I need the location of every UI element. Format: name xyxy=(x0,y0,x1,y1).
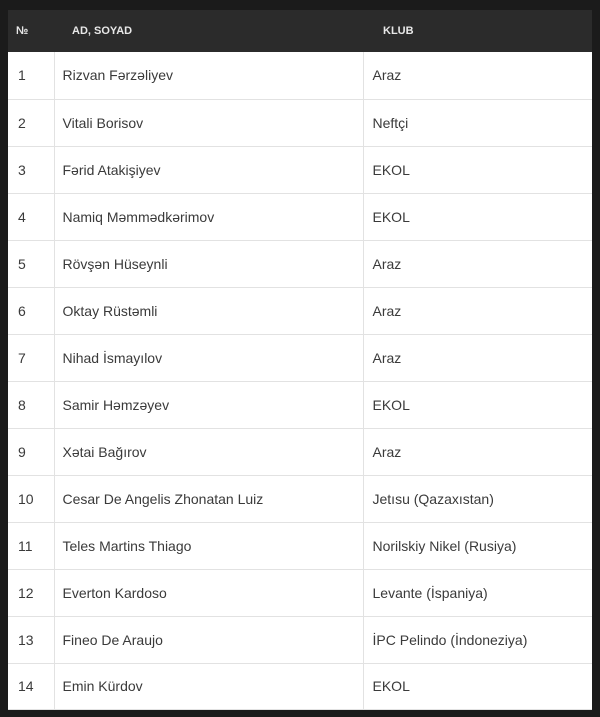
player-club: Araz xyxy=(363,52,592,99)
table-row xyxy=(8,522,592,569)
header-name: AD, SOYAD xyxy=(72,25,133,37)
player-name: Everton Kardoso xyxy=(54,569,363,616)
table-body xyxy=(8,52,592,709)
player-number: 9 xyxy=(8,428,54,475)
player-club: İPC Pelindo (İndoneziya) xyxy=(363,616,592,663)
player-name: Xətai Bağırov xyxy=(54,428,363,475)
table-row xyxy=(8,616,592,663)
table-row xyxy=(8,193,592,240)
player-name: Vitali Borisov xyxy=(54,99,363,146)
table-row xyxy=(8,475,592,522)
player-table xyxy=(8,10,592,710)
player-name: Teles Martins Thiago xyxy=(54,522,363,569)
player-number: 3 xyxy=(8,146,54,193)
player-name: Oktay Rüstəmli xyxy=(54,287,363,334)
player-number: 6 xyxy=(8,287,54,334)
table-header xyxy=(8,10,592,52)
player-club: Araz xyxy=(363,287,592,334)
player-number: 13 xyxy=(8,616,54,663)
player-club: EKOL xyxy=(363,146,592,193)
player-number: 8 xyxy=(8,381,54,428)
header-number: № xyxy=(16,25,29,37)
player-number: 2 xyxy=(8,99,54,146)
player-name: Fineo De Araujo xyxy=(54,616,363,663)
table-row xyxy=(8,428,592,475)
player-number: 5 xyxy=(8,240,54,287)
table-row xyxy=(8,663,592,709)
table-row xyxy=(8,287,592,334)
header-club: KLUB xyxy=(383,25,414,37)
table-row xyxy=(8,146,592,193)
table-row xyxy=(8,334,592,381)
player-club: Araz xyxy=(363,428,592,475)
table-row xyxy=(8,381,592,428)
player-club: Levante (İspaniya) xyxy=(363,569,592,616)
table-row xyxy=(8,569,592,616)
player-number: 11 xyxy=(8,522,54,569)
player-name: Samir Həmzəyev xyxy=(54,381,363,428)
player-number: 7 xyxy=(8,334,54,381)
player-club: Araz xyxy=(363,240,592,287)
header-row xyxy=(8,10,592,52)
table-row xyxy=(8,52,592,99)
player-club: Norilskiy Nikel (Rusiya) xyxy=(363,522,592,569)
player-number: 4 xyxy=(8,193,54,240)
player-club: Jetısu (Qazaxıstan) xyxy=(363,475,592,522)
player-number: 14 xyxy=(8,663,54,709)
player-number: 10 xyxy=(8,475,54,522)
player-club: EKOL xyxy=(363,381,592,428)
player-name: Rizvan Fərzəliyev xyxy=(54,52,363,99)
player-club: Neftçi xyxy=(363,99,592,146)
player-name: Nihad İsmayılov xyxy=(54,334,363,381)
table-row xyxy=(8,240,592,287)
player-name: Emin Kürdov xyxy=(54,663,363,709)
player-club: EKOL xyxy=(363,663,592,709)
player-name: Rövşən Hüseynli xyxy=(54,240,363,287)
player-name: Cesar De Angelis Zhonatan Luiz xyxy=(54,475,363,522)
player-name: Fərid Atakişiyev xyxy=(54,146,363,193)
player-club: EKOL xyxy=(363,193,592,240)
player-number: 12 xyxy=(8,569,54,616)
player-name: Namiq Məmmədkərimov xyxy=(54,193,363,240)
table-row xyxy=(8,99,592,146)
player-club: Araz xyxy=(363,334,592,381)
player-number: 1 xyxy=(8,52,54,99)
